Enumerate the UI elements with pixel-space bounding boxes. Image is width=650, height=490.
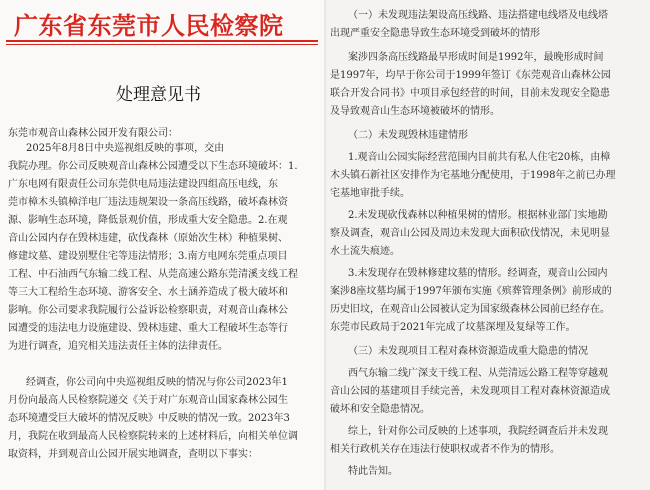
body-line: 相关行政机关存在违法行使职权或者不作为的情形。 [330, 444, 560, 455]
body-line: 历史旧坟，在观音山公园被认定为国家级森林公园前已经存在。 [330, 304, 610, 315]
section-heading-3: （三）未发现项目工程对森林资源造成重大隐患的情况 [348, 346, 588, 357]
section-heading-1-cont: 出现严重安全隐患导致生态环境受到破坏的情形 [330, 28, 540, 39]
addressee: 东莞市观音山森林公园开发有限公司： [8, 128, 178, 139]
body-line: 综上，针对你公司反映的上述事项，我院经调查后并未发现 [348, 426, 608, 437]
body-line: 月份向最高人民检察院递交《关于对广东观音山国家森林公园生 [8, 395, 288, 406]
body-line: 察及调查，观音山公园及周边未发现大面积砍伐情况，未见明显 [330, 228, 610, 239]
section-heading-1: （一）未发现违法架设高压线路、违法搭建电线塔及电线塔 [348, 10, 608, 21]
body-line: 破坏和安全隐患情况。 [330, 404, 430, 415]
body-line: 2.未发现砍伐森林以种植果树的情形。根据林业部门实地勘 [348, 210, 608, 221]
body-line: 我院办理。你公司反映观音山森林公园遭受以下生态环境破坏：1. [8, 161, 298, 172]
body-line: 案涉8座坟墓均属于1997年颁布实施《殡葬管理条例》前形成的 [330, 286, 612, 297]
body-line: 态环境遭受巨大破坏的情况反映》中反映的情况一致。2023年3 [8, 413, 290, 424]
body-line: 莞市樟木头镇樟洋电厂违法违规架设一条高压线路，破坏森林资 [8, 197, 288, 208]
body-line: 园遭受的违法电力设施建设、毁林违建、重大工程破坏生态等行 [8, 323, 288, 334]
body-line: 是1997年，均早于你公司于1999年签订《东莞观音山森林公园 [330, 70, 611, 81]
body-line: 影响。你公司要求我院履行公益诉讼检察职责，对观音山森林公 [8, 305, 288, 316]
body-line: 2025年8月8日中央巡视组反映的事项，交由 [26, 143, 225, 154]
body-line: 及导致观音山生态环境被破坏的情形。 [330, 106, 500, 117]
body-line: 源、影响生态环境，降低景观价值，形成重大安全隐患。2.在观 [8, 215, 288, 226]
body-line: 工程、中石油西气东输二线工程、从莞高速公路东莞清溪支线工程 [8, 269, 298, 280]
body-line: 西气东输二线广深支干线工程、从莞清远公路工程等穿越观 [348, 368, 608, 379]
body-line: 音山公园的基建项目手续完善，未发现项目工程对森林资源造成 [330, 386, 610, 397]
red-header-rule-thin [6, 44, 318, 45]
body-line: 东莞市民政局于2021年完成了坟墓深埋及复绿等工作。 [330, 322, 576, 333]
body-line: 经调查，你公司向中央巡视组反映的情况与你公司2023年1 [26, 377, 288, 388]
body-line: 特此告知。 [348, 466, 398, 477]
body-line: 水土流失痕迹。 [330, 246, 400, 257]
body-line: 等三大工程给生态环境、游客安全、水土涵养造成了极大破坏和 [8, 287, 288, 298]
document-title: 处理意见书 [116, 85, 201, 105]
right-document-page [326, 0, 650, 490]
body-line: 木头镇石新社区安排作为宅基地分配使用，于1998年之前已办理 [330, 170, 616, 181]
body-line: 1.观音山公园实际经营范围内目前共有私人住宅20栋，由樟 [348, 152, 611, 163]
procuratorate-header: 广东省东莞市人民检察院 [14, 12, 284, 40]
body-line: 宅基地审批手续。 [330, 188, 410, 199]
body-line: 月，我院在收到最高人民检察院转来的上述材料后，向相关单位调 [8, 431, 298, 442]
body-line: 修建坟墓、建设别墅住宅等违法情形；3.南方电网东莞重点项目 [8, 251, 288, 262]
red-header-rule [6, 40, 318, 42]
body-line: 取资料，并到观音山公园开展实地调查，查明以下事实： [8, 449, 258, 460]
body-line: 音山公园内存在毁林违建，砍伐森林（原始次生林）种植果树、 [8, 233, 288, 244]
body-line: 为进行调查，追究相关违法责任主体的法律责任。 [8, 341, 228, 352]
body-line: 广东电网有限责任公司东莞供电局违法建设四组高压电线，东 [8, 179, 278, 190]
body-line: 案涉四条高压线路最早形成时间是1992年，最晚形成时间 [348, 52, 604, 63]
body-line: 联合开发合同书》中项目承包经营的时间，目前未发现安全隐患 [330, 88, 610, 99]
body-line: 3.未发现存在毁林修建坟墓的情形。经调查，观音山公园内 [348, 268, 608, 279]
section-heading-2: （二）未发现毁林违建情形 [348, 130, 468, 141]
left-document-page [0, 0, 324, 490]
